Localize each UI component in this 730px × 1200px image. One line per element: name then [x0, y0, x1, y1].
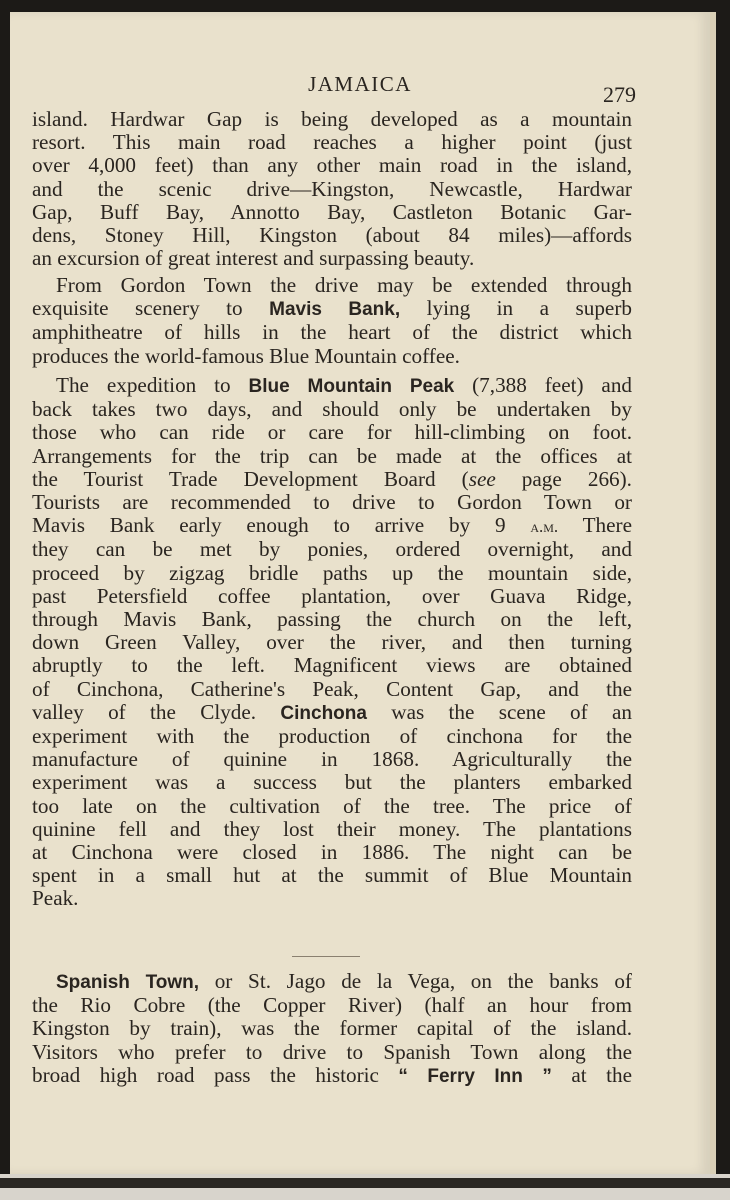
- book-edge-top: [0, 0, 730, 12]
- book-page: [10, 12, 716, 1174]
- text-line: proceed by zigzag bridle paths up the mountain side,: [32, 560, 632, 585]
- text-line: Arrangements for the trip can be made at the offices at: [32, 443, 632, 468]
- text-line: The expedition to Blue Mountain Peak (7,388 feet) and: [56, 373, 633, 397]
- text-line: island. Hardwar Gap is being developed as a mountain: [32, 107, 632, 131]
- text-line: they can be met by ponies, ordered overnight, and: [32, 537, 632, 562]
- text-line: the Tourist Trade Development Board (see page 266).: [32, 466, 632, 491]
- paragraph-hardwar-gap: [32, 108, 632, 270]
- text-line: down Green Valley, over the river, and then turning: [32, 630, 632, 655]
- text-line: spent in a small hut at the summit of Blue Mountain: [32, 863, 632, 888]
- running-header: JAMAICA: [308, 72, 412, 96]
- text-line: experiment with the production of cinchona for the: [32, 724, 632, 749]
- place-cinchona: Cinchona: [280, 702, 367, 724]
- place-ferry-inn: “ Ferry Inn ”: [398, 1065, 552, 1087]
- text-line: the Rio Cobre (the Copper River) (half an hour from: [32, 993, 632, 1018]
- text-line: Gap, Buff Bay, Annotto Bay, Castleton Botanic Gar-: [32, 199, 632, 224]
- text-line: past Petersfield coffee plantation, over Guava Ridge,: [32, 583, 632, 608]
- text-line: Mavis Bank early enough to arrive by 9 a.m. There: [32, 513, 632, 538]
- paragraph-mavis-bank: [32, 274, 632, 368]
- text-line: Peak.: [32, 886, 79, 911]
- place-blue-mountain-peak: Blue Mountain Peak: [248, 376, 455, 397]
- text-line: back takes two days, and should only be undertaken by: [32, 397, 632, 422]
- text-line: too late on the cultivation of the tree. The price of: [32, 793, 632, 818]
- text-line: From Gordon Town the drive may be extended through: [56, 273, 632, 297]
- text-line: valley of the Clyde. Cinchona was the scene of an: [32, 699, 632, 724]
- text-line: manufacture of quinine in 1868. Agriculturally the: [32, 747, 632, 772]
- text-line: resort. This main road reaches a higher point (just: [32, 130, 632, 155]
- text-line: produces the world-famous Blue Mountain coffee.: [32, 343, 460, 368]
- text-line: over 4,000 feet) than any other main road in the island,: [32, 153, 632, 178]
- paragraph-blue-mountain-peak: [32, 374, 632, 911]
- text-line: through Mavis Bank, passing the church on the left,: [32, 607, 632, 632]
- place-mavis-bank: Mavis Bank,: [269, 299, 401, 321]
- text-line: an excursion of great interest and surpassing beauty.: [32, 246, 475, 271]
- text-line: dens, Stoney Hill, Kingston (about 84 miles)—affords: [32, 223, 632, 248]
- book-edge-bottom: [0, 1174, 730, 1200]
- page-number: 279: [603, 82, 636, 107]
- text-line: those who can ride or care for hill-climbing on foot.: [32, 420, 632, 445]
- section-divider: [292, 956, 360, 957]
- text-line: of Cinchona, Catherine's Peak, Content Gap, and the: [32, 676, 632, 701]
- text-line: at Cinchona were closed in 1886. The night can be: [32, 840, 632, 865]
- text-line: Kingston by train), was the former capital of the island.: [32, 1016, 632, 1041]
- text-line: Spanish Town, or St. Jago de la Vega, on the banks of: [56, 969, 632, 993]
- text-line: Tourists are recommended to drive to Gordon Town or: [32, 490, 632, 515]
- text-line: abruptly to the left. Magnificent views are obtained: [32, 653, 632, 678]
- text-line: quinine fell and they lost their money. The plantations: [32, 816, 632, 841]
- text-line: amphitheatre of hills in the heart of the district which: [32, 320, 632, 345]
- text-line: exquisite scenery to Mavis Bank, lying in a superb: [32, 296, 632, 321]
- book-edge-bar: [0, 1178, 730, 1188]
- text-line: Visitors who prefer to drive to Spanish Town along the: [32, 1039, 632, 1064]
- place-spanish-town: Spanish Town,: [56, 972, 200, 993]
- text-line: and the scenic drive—Kingston, Newcastle, Hardwar: [32, 176, 632, 201]
- paragraph-spanish-town: [32, 970, 632, 1088]
- text-line: broad high road pass the historic “ Ferry Inn ” at the: [32, 1062, 632, 1087]
- text-line: experiment was a success but the planters embarked: [32, 770, 632, 795]
